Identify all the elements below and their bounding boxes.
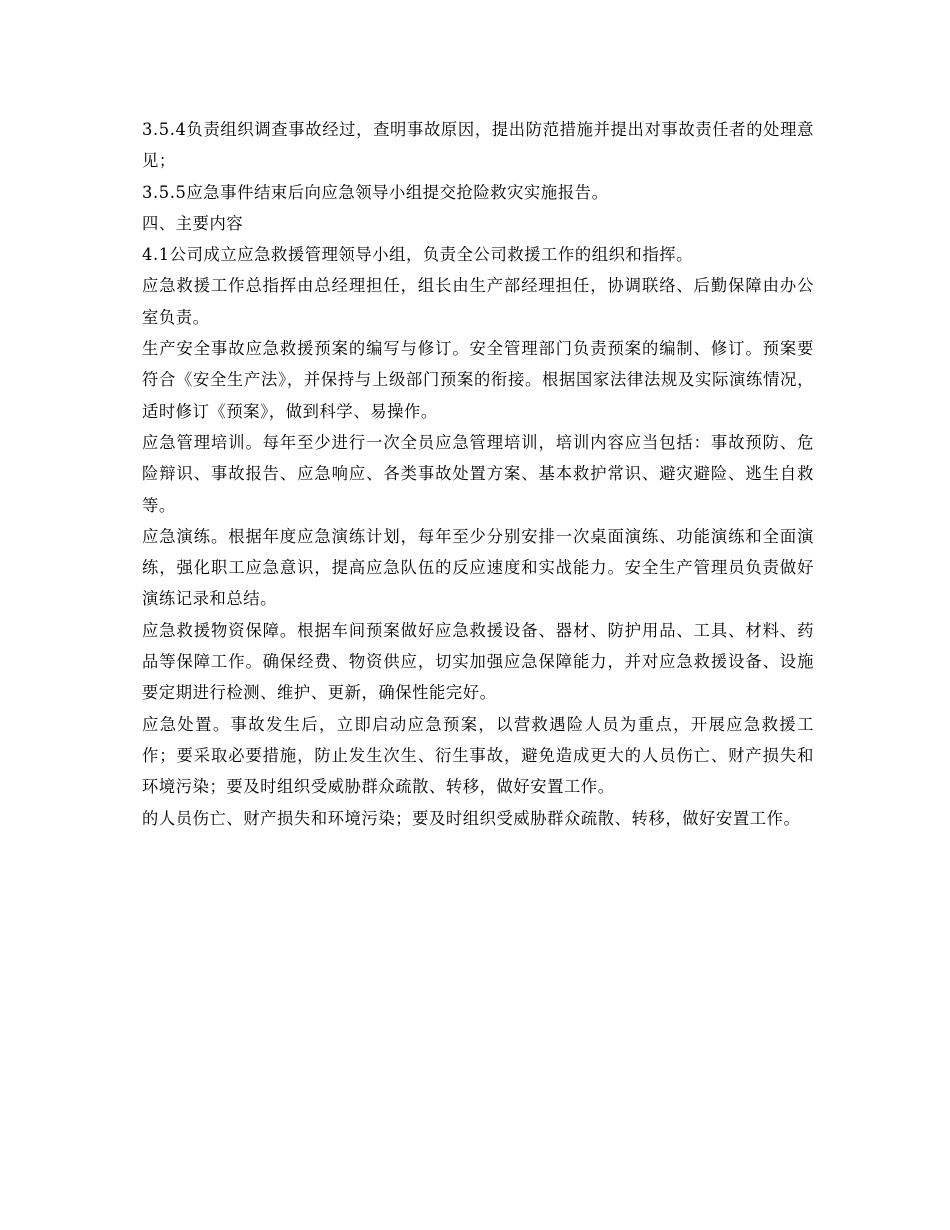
document-body <box>142 114 814 834</box>
paragraph-3-5-5: 3.5.5应急事件结束后向应急领导小组提交抢险救灾实施报告。 <box>142 182 609 202</box>
paragraph-drill: 应急演练。根据年度应急演练计划，每年至少分别安排一次桌面演练、功能演练和全面演练，强化职工应急意识，提高应急队伍的反应速度和实战能力。安全生产管理员负责做好演练记录和总结。 <box>142 526 814 609</box>
paragraph-trailing: 的人员伤亡、财产损失和环境污染；要及时组织受威胁群众疏散、转移，做好安置工作。 <box>142 808 801 828</box>
paragraph-3-5-4: 3.5.4负责组织调查事故经过，查明事故原因，提出防范措施并提出对事故责任者的处理意见； <box>142 120 814 171</box>
paragraph-4-1: 4.1公司成立应急救援管理领导小组，负责全公司救援工作的组织和指挥。 <box>142 245 694 265</box>
section-heading-main-content: 四、主要内容 <box>142 213 244 233</box>
paragraph-training: 应急管理培训。每年至少进行一次全员应急管理培训，培训内容应当包括：事故预防、危险辩识、事故报告、应急响应、各类事故处置方案、基本救护常识、避灾避险、逃生自救等。 <box>142 432 814 515</box>
paragraph-commander: 应急救援工作总指挥由总经理担任，组长由生产部经理担任，协调联络、后勤保障由办公室负责。 <box>142 276 814 327</box>
paragraph-supplies: 应急救援物资保障。根据车间预案做好应急救援设备、器材、防护用品、工具、材料、药品等保障工作。确保经费、物资供应，切实加强应急保障能力，并对应急救援设备、设施要定期进行检测、维护、更新，确保性能完好。 <box>142 620 814 703</box>
paragraph-plan-revision: 生产安全事故应急救援预案的编写与修订。安全管理部门负责预案的编制、修订。预案要符合《安全生产法》，并保持与上级部门预案的衔接。根据国家法律法规及实际演练情况，适时修订《预案》，做到科学、易操作。 <box>142 339 814 421</box>
paragraph-response: 应急处置。事故发生后，立即启动应急预案，以营救遇险人员为重点，开展应急救援工作；要采取必要措施，防止发生次生、衍生事故，避免造成更大的人员伤亡、财产损失和环境污染；要及时组织受威胁群众疏散、转移，做好安置工作。 <box>142 714 814 797</box>
